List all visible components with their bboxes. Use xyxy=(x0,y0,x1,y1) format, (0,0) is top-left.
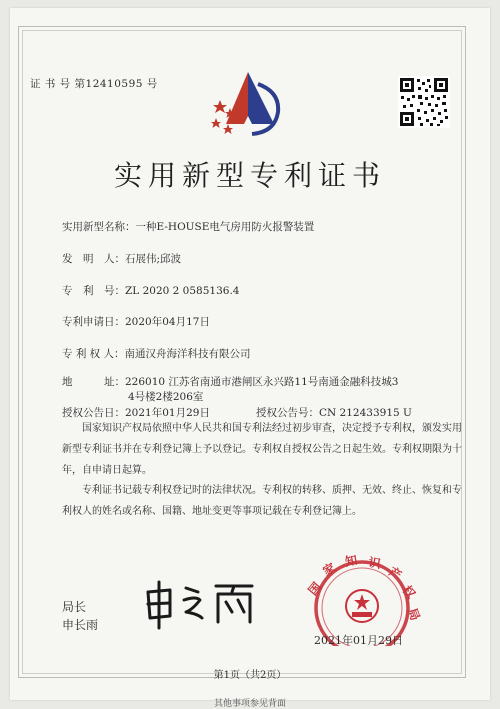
director-title: 局长 xyxy=(62,600,87,614)
svg-text:国: 国 xyxy=(305,579,325,598)
director-name: 申长雨 xyxy=(62,618,99,632)
patent-number-label: 专 利 号： xyxy=(62,285,125,297)
filing-date-label: 专利申请日： xyxy=(62,316,125,328)
seal-date: 2021年01月29日 xyxy=(314,634,403,647)
patent-number-row xyxy=(62,283,239,298)
svg-text:权: 权 xyxy=(399,582,419,602)
inventor-row xyxy=(62,251,181,266)
model-name-value: 一种E-HOUSE电气房用防火报警装置 xyxy=(135,221,315,233)
svg-text:局: 局 xyxy=(405,606,423,623)
grant-number-value: CN 212433915 U xyxy=(319,407,412,419)
grant-number-label: 授权公告号： xyxy=(256,407,319,419)
cut-off-footer-text: 其他事项参见背面 xyxy=(213,699,286,709)
address-value-line2: 4号楼2楼206室 xyxy=(128,391,204,403)
legal-status-paragraph xyxy=(62,480,462,522)
inventor-value: 石展伟;邱波 xyxy=(125,253,182,265)
patentee-label: 专 利 权 人： xyxy=(62,348,125,360)
patent-number-value: ZL 2020 2 0585136.4 xyxy=(125,285,240,297)
svg-text:识: 识 xyxy=(367,555,382,572)
svg-text:家: 家 xyxy=(320,560,338,579)
svg-text:产: 产 xyxy=(386,564,404,583)
national-emblem-icon xyxy=(346,590,378,622)
grant-date-value: 2021年01月29日 xyxy=(125,407,210,419)
qr-code-icon xyxy=(398,76,450,128)
patentee-value: 南通汉舟海洋科技有限公司 xyxy=(124,348,251,360)
certificate-number: 证 书 号 第12410595 号 xyxy=(30,78,158,90)
address-row xyxy=(62,374,398,389)
inventor-label: 发 明 人： xyxy=(62,253,125,265)
filing-date-row xyxy=(62,314,210,329)
model-name-row xyxy=(62,219,314,234)
filing-date-value: 2020年04月17日 xyxy=(125,316,210,328)
svg-text:知: 知 xyxy=(344,553,359,569)
legal-status-text: 专利证书记载专利权登记时的法律状况。专利权的转移、质押、无效、终止、恢复和专利权人的姓名或名称、国籍、地址变更等事项记载在专利登记簿上。 xyxy=(62,485,462,517)
director-signature xyxy=(140,578,260,630)
model-name-label: 实用新型名称： xyxy=(62,221,136,233)
grant-statement-paragraph xyxy=(62,418,462,481)
address-value-line1: 226010 江苏省南通市港闸区永兴路11号南通金融科技城3 xyxy=(125,376,399,388)
official-seal xyxy=(296,546,428,646)
grant-date-label: 授权公告日： xyxy=(62,407,125,419)
cnipa-logo-icon xyxy=(200,62,300,152)
certificate-title: 实用新型专利证书 xyxy=(113,159,386,192)
grant-statement-text: 国家知识产权局依照中华人民共和国专利法经过初步审查，决定授予专利权，颁发实用新型专利证书并在专利登记簿上予以登记。专利权自授权公告之日起生效。专利权期限为十年，自申请日起算。 xyxy=(62,423,462,476)
address-label: 地 址： xyxy=(62,376,125,388)
patentee-row xyxy=(62,346,251,361)
page-indicator: 第1页（共2页） xyxy=(213,670,287,681)
